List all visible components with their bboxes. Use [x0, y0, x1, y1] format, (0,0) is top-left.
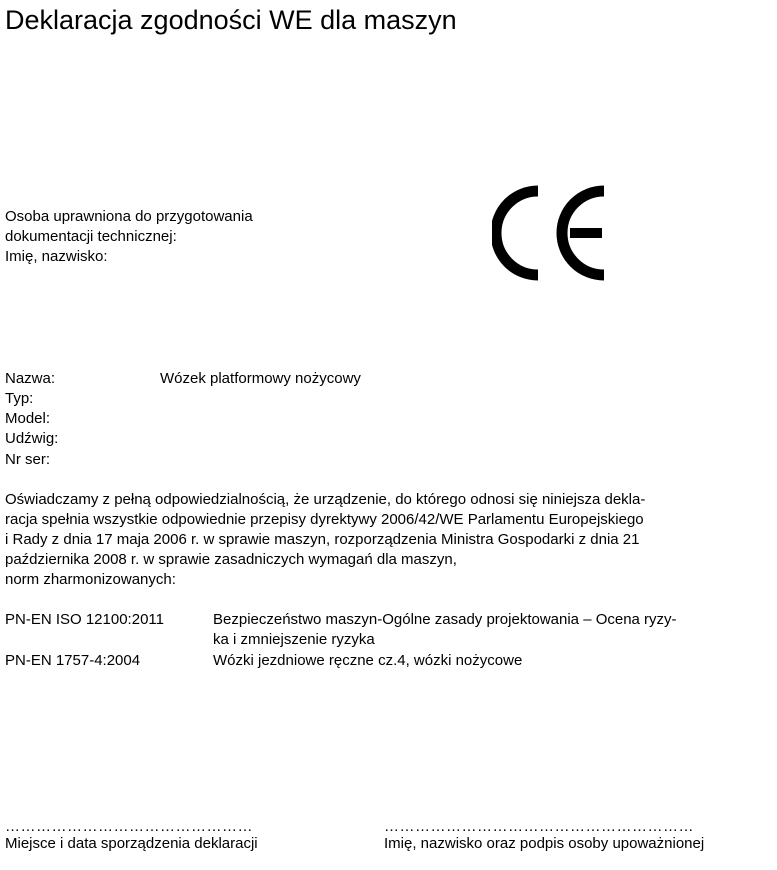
page-title: Deklaracja zgodności WE dla maszyn	[5, 5, 457, 35]
standard-description: Bezpieczeństwo maszyn-Ogólne zasady projektowania – Ocena ryzy-	[213, 611, 677, 628]
machine-type-label: Typ:	[5, 390, 34, 407]
signature-caption-left: Miejsce i data sporządzenia deklaracji	[5, 835, 258, 852]
signature-line-right: ……………………………………………………	[384, 818, 694, 835]
standard-code: PN-EN 1757-4:2004	[5, 652, 141, 669]
declaration-line: racja spełnia wszystkie odpowiednie przepisy dyrektywy 2006/42/WE Parlamentu Europejskiego	[5, 511, 644, 528]
authorized-person-line1: Osoba uprawniona do przygotowania	[5, 208, 253, 225]
standard-code: PN-EN ISO 12100:2011	[5, 611, 164, 628]
machine-serial-label: Nr ser:	[5, 451, 50, 468]
declaration-line: Oświadczamy z pełną odpowiedzialnością, że urządzenie, do którego odnosi się niniejsza dekla-	[5, 491, 646, 508]
ce-mark-icon	[492, 185, 610, 281]
authorized-person-name-label: Imię, nazwisko:	[5, 248, 108, 265]
standard-description: Wózki jezdniowe ręczne cz.4, wózki nożycowe	[213, 652, 523, 669]
signature-caption-right: Imię, nazwisko oraz podpis osoby upoważnionej	[384, 835, 705, 852]
machine-capacity-label: Udźwig:	[5, 430, 59, 447]
machine-name-value: Wózek platformowy nożycowy	[160, 370, 361, 387]
declaration-line: i Rady z dnia 17 maja 2006 r. w sprawie maszyn, rozporządzenia Ministra Gospodarki z dnia 21	[5, 531, 640, 548]
machine-model-label: Model:	[5, 410, 51, 427]
standard-description: ka i zmniejszenie ryzyka	[213, 631, 375, 648]
machine-name-label: Nazwa:	[5, 370, 56, 387]
signature-line-left: …………………………………………	[5, 818, 253, 835]
declaration-line: października 2008 r. w sprawie zasadniczych wymagań dla maszyn,	[5, 551, 457, 568]
declaration-line: norm zharmonizowanych:	[5, 571, 176, 588]
authorized-person-line2: dokumentacji technicznej:	[5, 228, 177, 245]
